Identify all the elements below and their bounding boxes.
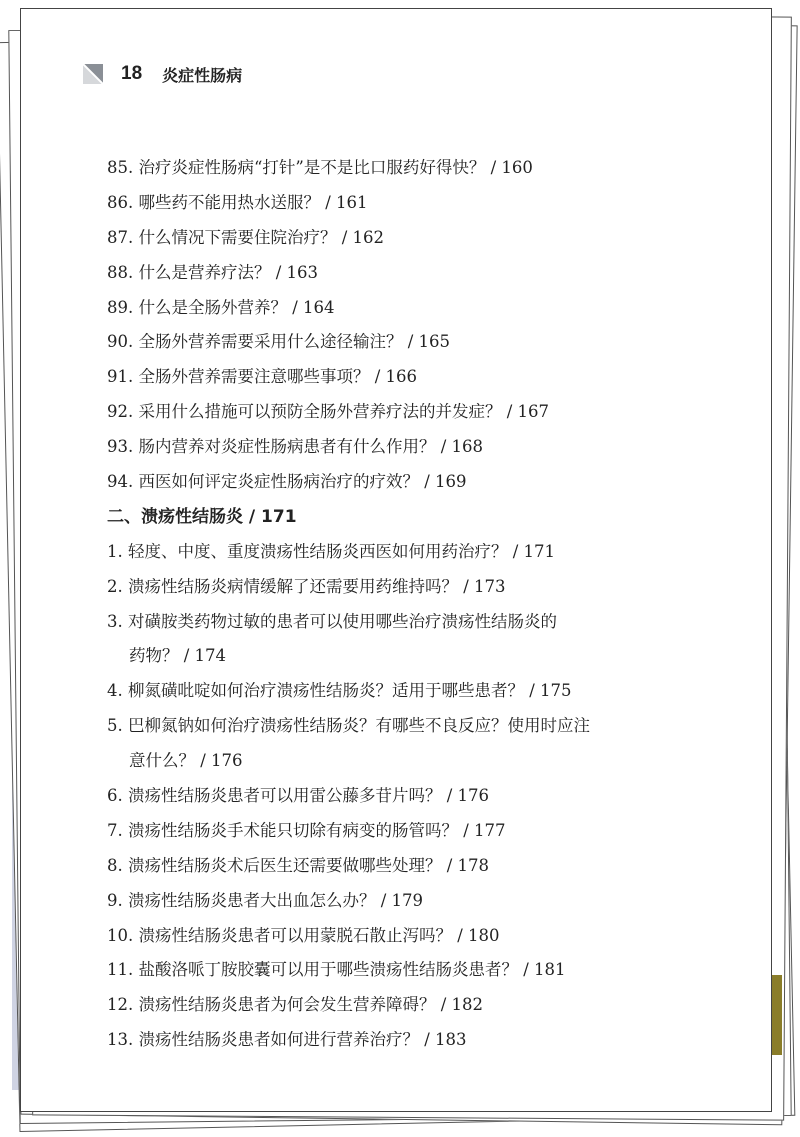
toc-item: 7. 溃疡性结肠炎手术能只切除有病变的肠管吗？ / 177: [107, 820, 506, 840]
toc-item: 1. 轻度、中度、重度溃疡性结肠炎西医如何用药治疗？ / 171: [107, 541, 556, 561]
toc-item: 3. 对磺胺类药物过敏的患者可以使用哪些治疗溃疡性结肠炎的: [107, 611, 557, 631]
toc-item: 87. 什么情况下需要住院治疗？ / 162: [107, 227, 385, 247]
toc-item: 93. 肠内营养对炎症性肠病患者有什么作用？ / 168: [107, 437, 484, 457]
toc-item: 86. 哪些药不能用热水送服？ / 161: [107, 192, 368, 212]
toc-item: 92. 采用什么措施可以预防全肠外营养疗法的并发症？ / 167: [107, 402, 550, 422]
toc-item: 8. 溃疡性结肠炎术后医生还需要做哪些处理？ / 178: [107, 855, 490, 875]
toc-item-continuation: 药物？ / 174: [129, 646, 227, 666]
corner-fold-icon: [83, 64, 103, 84]
toc-item: 4. 柳氮磺吡啶如何治疗溃疡性结肠炎？适用于哪些患者？ / 175: [107, 681, 572, 701]
toc-item-continuation: 意什么？ / 176: [129, 751, 243, 771]
page-header: [83, 59, 242, 89]
toc-item: 12. 溃疡性结肠炎患者为何会发生营养障碍？ / 182: [107, 995, 484, 1015]
toc-item: 89. 什么是全肠外营养？ / 164: [107, 297, 335, 317]
toc-item: 2. 溃疡性结肠炎病情缓解了还需要用药维持吗？ / 173: [107, 576, 506, 596]
toc-item: 13. 溃疡性结肠炎患者如何进行营养治疗？ / 183: [107, 1030, 467, 1050]
toc-item: 91. 全肠外营养需要注意哪些事项？ / 166: [107, 367, 418, 387]
toc-item: 88. 什么是营养疗法？ / 163: [107, 262, 319, 282]
chapter-title: 炎症性肠病: [162, 65, 243, 85]
page-number: 18: [121, 63, 143, 84]
toc-item: 94. 西医如何评定炎症性肠病治疗的疗效？ / 169: [107, 472, 467, 492]
toc-item: 11. 盐酸洛哌丁胺胶囊可以用于哪些溃疡性结肠炎患者？ / 181: [107, 960, 566, 980]
book-page: [20, 8, 772, 1112]
toc-item: 9. 溃疡性结肠炎患者大出血怎么办？ / 179: [107, 890, 424, 910]
toc-item: 10. 溃疡性结肠炎患者可以用蒙脱石散止泻吗？ / 180: [107, 925, 500, 945]
toc-section-heading: 二、溃疡性结肠炎 / 171: [107, 506, 297, 527]
toc-item: 85. 治疗炎症性肠病“打针”是不是比口服药好得快？ / 160: [107, 158, 533, 177]
toc-item: 90. 全肠外营养需要采用什么途径输注？ / 165: [107, 332, 451, 352]
toc-item: 5. 巴柳氮钠如何治疗溃疡性结肠炎？有哪些不良反应？使用时应注: [107, 716, 590, 736]
table-of-contents: [107, 151, 747, 1058]
toc-item: 6. 溃疡性结肠炎患者可以用雷公藤多苷片吗？ / 176: [107, 786, 490, 806]
